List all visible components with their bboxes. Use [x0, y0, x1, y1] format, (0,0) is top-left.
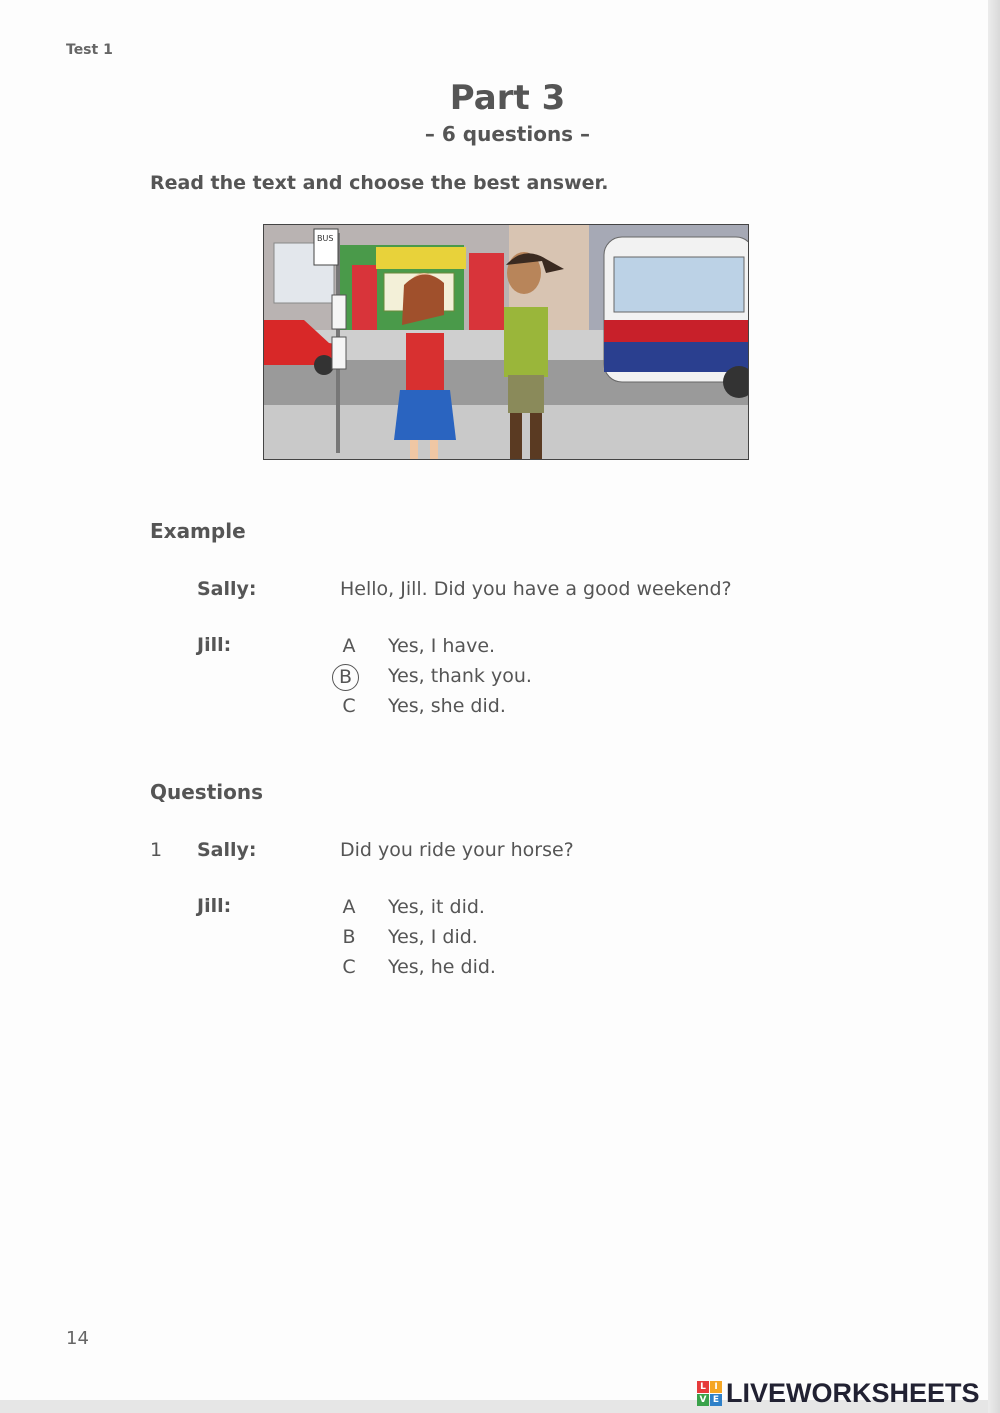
bus-windows	[614, 257, 744, 312]
example-option-b-letter-circled: B	[332, 664, 359, 691]
example-option-b-text: Yes, thank you.	[388, 665, 532, 687]
bus-sign-text: BUS	[317, 234, 334, 243]
logo-text: LIVEWORKSHEETS	[726, 1377, 980, 1408]
logo-mark-i: I	[710, 1381, 722, 1393]
example-heading: Example	[150, 519, 246, 543]
example-prompt: Hello, Jill. Did you have a good weekend?	[340, 578, 732, 600]
logo-mark-v: V	[697, 1394, 709, 1406]
example-option-a-letter: A	[342, 635, 356, 657]
car-wheel	[314, 355, 334, 375]
question-1-option-c-text[interactable]: Yes, he did.	[388, 956, 496, 978]
instruction-text: Read the text and choose the best answer.	[150, 172, 609, 194]
jill-boot-left	[510, 413, 522, 460]
page-number: 14	[66, 1328, 89, 1349]
timetable-board-2	[332, 337, 346, 369]
example-option-c-text: Yes, she did.	[388, 695, 506, 717]
sally-skirt	[394, 390, 456, 440]
bus-blue-stripe	[604, 342, 749, 372]
logo-mark-icon	[697, 1381, 722, 1406]
logo-mark-l: L	[697, 1381, 709, 1393]
page-subtitle: – 6 questions –	[424, 122, 591, 146]
street-scene-drawing	[264, 225, 749, 460]
shop-door-left	[352, 265, 377, 330]
questions-heading: Questions	[150, 780, 264, 804]
page-title: Part 3	[449, 78, 566, 118]
red-door	[469, 253, 504, 330]
sally-top	[406, 333, 444, 393]
liveworksheets-logo	[697, 1378, 980, 1408]
question-1-option-b-letter[interactable]: B	[342, 926, 356, 948]
question-1-speaker-sally: Sally:	[197, 839, 257, 861]
question-1-number: 1	[150, 839, 163, 861]
shop-awning	[376, 247, 466, 269]
question-1-prompt: Did you ride your horse?	[340, 839, 574, 861]
bus-red-stripe	[604, 320, 749, 342]
question-1-speaker-jill: Jill:	[197, 895, 232, 917]
sally-leg-left	[410, 440, 418, 460]
question-1-option-c-letter[interactable]: C	[342, 956, 356, 978]
example-option-c-letter: C	[342, 695, 356, 717]
example-speaker-jill: Jill:	[197, 634, 232, 656]
logo-mark-e: E	[710, 1394, 722, 1406]
question-1-option-a-text[interactable]: Yes, it did.	[388, 896, 485, 918]
example-speaker-sally: Sally:	[197, 578, 257, 600]
jill-shorts	[508, 375, 544, 413]
jill-top	[504, 307, 548, 377]
sally-leg-right	[430, 440, 438, 460]
question-1-option-b-text[interactable]: Yes, I did.	[388, 926, 478, 948]
page-edge-shadow	[988, 0, 1000, 1413]
jill-boot-right	[530, 413, 542, 460]
test-label: Test 1	[66, 42, 113, 58]
timetable-board	[332, 295, 346, 329]
example-option-a-text: Yes, I have.	[388, 635, 496, 657]
question-1-option-a-letter[interactable]: A	[342, 896, 356, 918]
street-scene-illustration	[263, 224, 749, 460]
